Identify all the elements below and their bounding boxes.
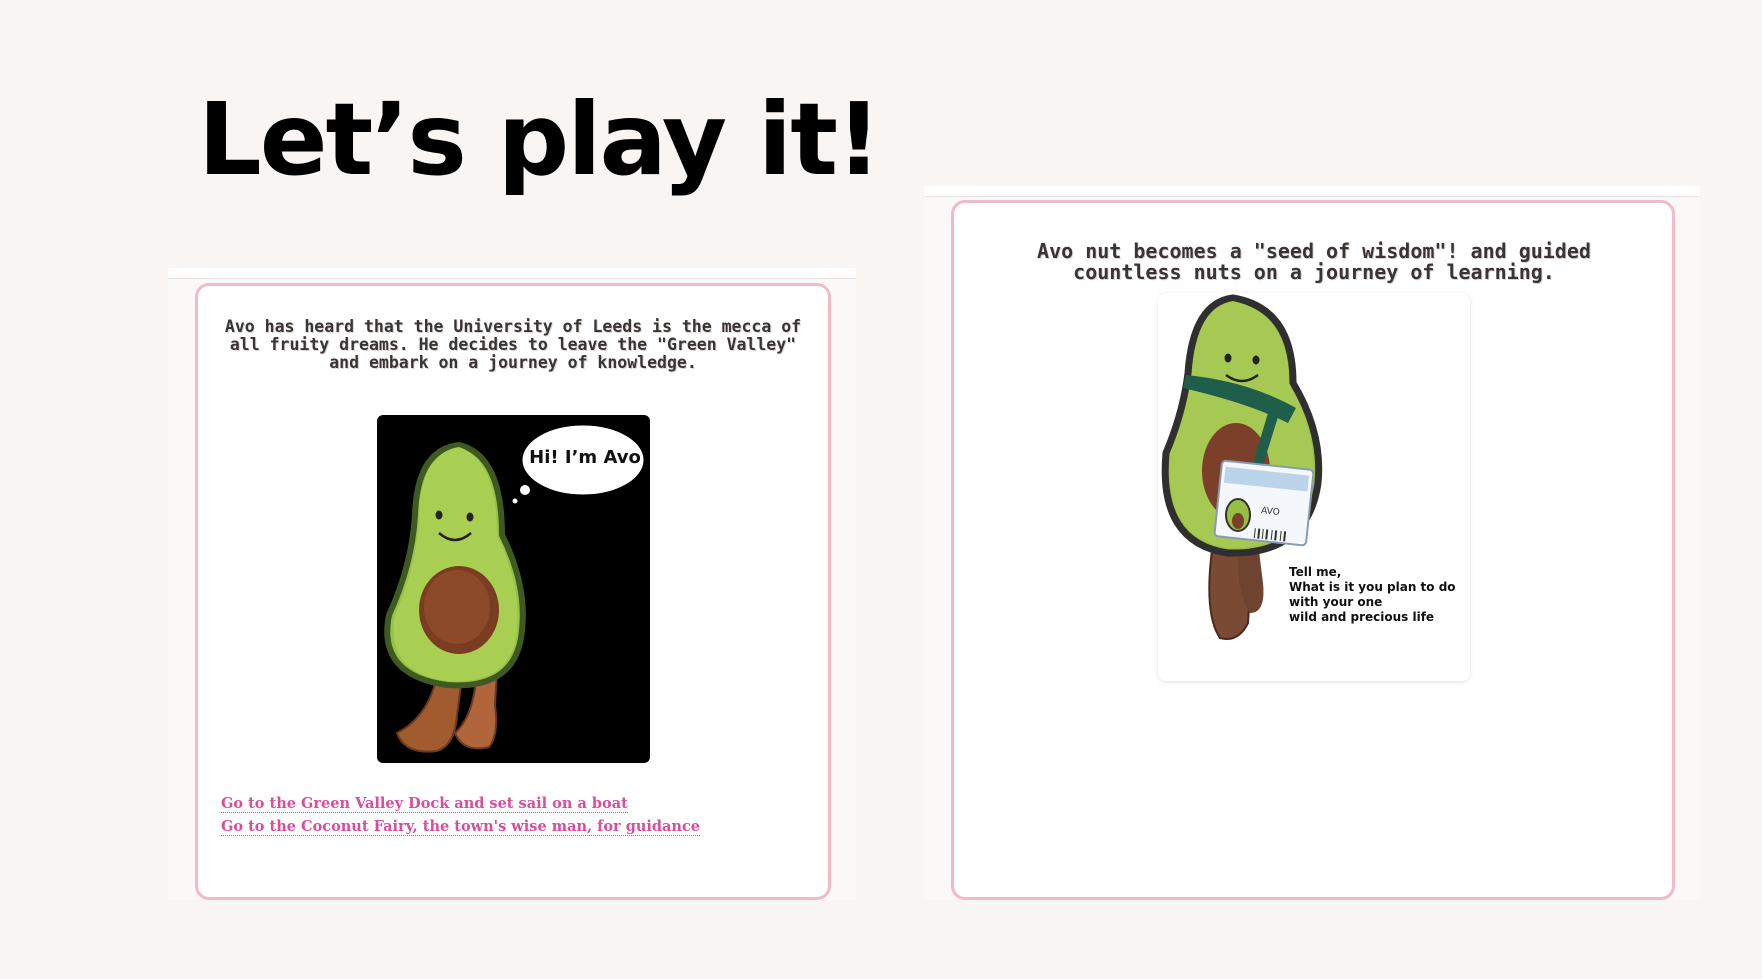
story-text: Avo nut becomes a "seed of wisdom"! and guided countless nuts on a journey of learning. <box>1037 239 1591 284</box>
speech-bubble-text: Hi! I’m Avo <box>529 447 641 468</box>
poem-quote <box>1289 565 1456 625</box>
choice-link-coconut-fairy[interactable]: Go to the Coconut Fairy, the town's wise man, for guidance <box>221 818 701 835</box>
poem-line: with your one <box>1289 595 1383 609</box>
poem-line: Tell me, <box>1289 565 1342 579</box>
browser-strip <box>168 268 856 279</box>
left-story-card <box>195 283 831 900</box>
right-story-card <box>951 200 1675 900</box>
right-screenshot <box>924 186 1700 900</box>
avo-image <box>377 415 650 763</box>
avo-graduate-image <box>1158 293 1470 681</box>
choice-list <box>221 795 700 841</box>
poem-line: What is it you plan to do <box>1289 580 1456 594</box>
badge-name: AVO <box>1260 506 1281 518</box>
browser-strip <box>924 186 1700 197</box>
story-text: Avo has heard that the University of Leeds is the mecca of all fruity dreams. He decides to leave the "Green Valley" and embark on a journey of knowledge. <box>224 317 802 372</box>
choice-link-dock[interactable]: Go to the Green Valley Dock and set sail on a boat <box>221 795 628 812</box>
poem-line: wild and precious life <box>1289 610 1435 624</box>
left-screenshot <box>168 268 856 900</box>
slide-title: Let’s play it! <box>198 81 880 198</box>
